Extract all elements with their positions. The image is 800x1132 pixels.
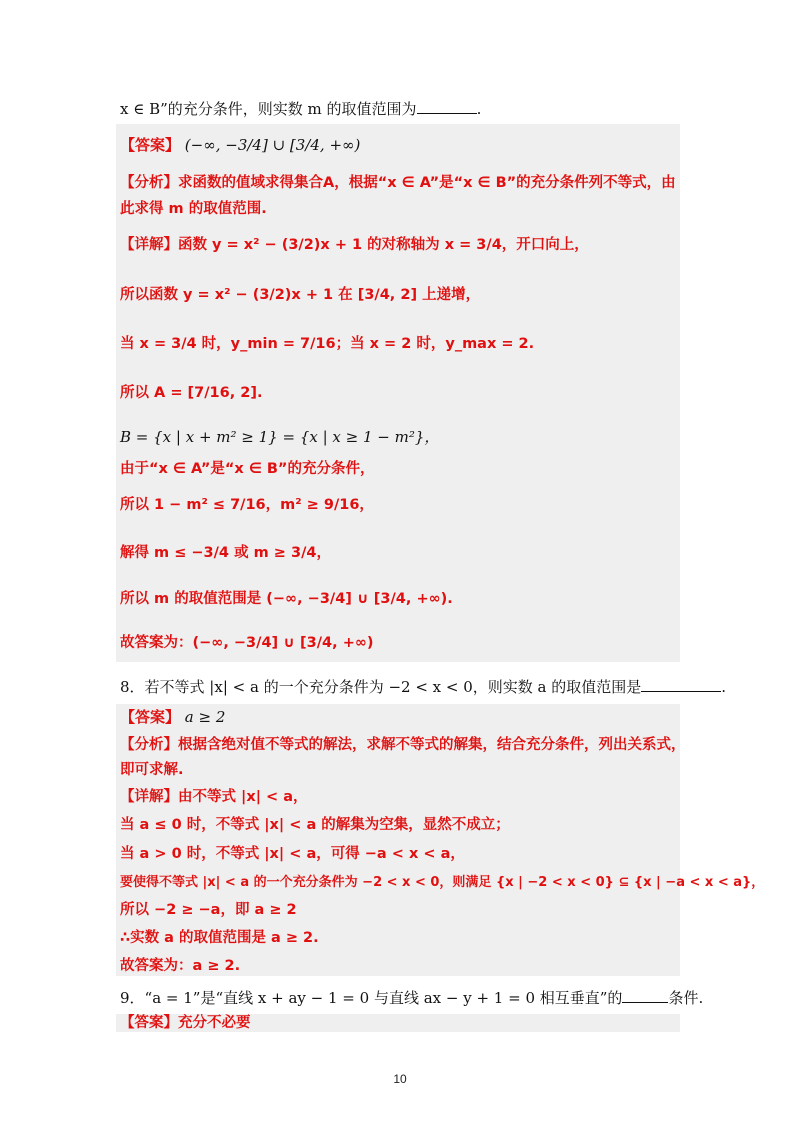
q7-detail-line-7 bbox=[120, 494, 374, 516]
answer-tag: 【答案】 bbox=[120, 708, 181, 726]
detail-text: ∴实数 a 的取值范围是 a ≥ 2. bbox=[120, 930, 319, 946]
q8-detail-line-3 bbox=[120, 843, 465, 865]
q7-answer-line bbox=[120, 134, 360, 156]
period: . bbox=[721, 678, 727, 696]
detail-text: 由不等式 |x| < a， bbox=[178, 789, 308, 805]
q7-detail-line-8 bbox=[120, 542, 331, 564]
detail-text: 由于“x ∈ A”是“x ∈ B”的充分条件， bbox=[120, 461, 375, 477]
question-9 bbox=[120, 987, 703, 1009]
question-8 bbox=[120, 676, 726, 698]
q7-detail-line-4 bbox=[120, 382, 263, 404]
detail-text: 当 x = 3/4 时，y_min = 7/16；当 x = 2 时，y_max = 2. bbox=[120, 336, 535, 352]
question-7-text: x ∈ B”的充分条件，则实数 m 的取值范围为 bbox=[120, 100, 417, 118]
answer-tag: 【答案】 bbox=[120, 1015, 178, 1031]
q7-detail-line-9 bbox=[120, 588, 453, 610]
q7-detail-line-5 bbox=[120, 426, 439, 448]
q7-detail-line-6 bbox=[120, 458, 374, 480]
detail-text: 解得 m ≤ −3/4 或 m ≥ 3/4， bbox=[120, 545, 331, 561]
final-answer-text: 故答案为：(−∞, −3/4] ∪ [3/4, +∞) bbox=[120, 635, 374, 651]
analysis-text: 求函数的值域求得集合A，根据“x ∈ A”是“x ∈ B”的充分条件列不等式，由 bbox=[178, 175, 676, 191]
answer-blank bbox=[641, 677, 721, 692]
q7-detail-line-2 bbox=[120, 284, 480, 306]
detail-text: 所以 A = [7/16, 2]. bbox=[120, 385, 263, 401]
question-9-text: 9．“a = 1”是“直线 x + ay − 1 = 0 与直线 ax − y + 1 = 0 相互垂直”的 bbox=[120, 989, 623, 1007]
q8-detail-line-5 bbox=[120, 899, 297, 921]
question-8-text: 8．若不等式 |x| < a 的一个充分条件为 −2 < x < 0，则实数 a 的取值范围是 bbox=[120, 678, 642, 696]
period: . bbox=[476, 100, 482, 118]
question-9-suffix: 条件. bbox=[668, 989, 704, 1007]
analysis-text: 根据含绝对值不等式的解法，求解不等式的解集，结合充分条件，列出关系式， bbox=[178, 737, 686, 753]
q9-answer-line bbox=[120, 1012, 251, 1034]
detail-text: B = {x | x + m² ≥ 1} = {x | x ≥ 1 − m²}， bbox=[120, 428, 440, 446]
q8-answer-line bbox=[120, 706, 225, 728]
answer-tag: 【答案】 bbox=[120, 136, 181, 154]
q7-detail-line-1 bbox=[120, 234, 589, 256]
final-answer-text: 故答案为：a ≥ 2. bbox=[120, 958, 241, 974]
q7-final-answer bbox=[120, 632, 374, 654]
detail-text: 所以 −2 ≥ −a，即 a ≥ 2 bbox=[120, 902, 297, 918]
analysis-text: 此求得 m 的取值范围. bbox=[120, 201, 267, 217]
analysis-tag: 【分析】 bbox=[120, 175, 178, 191]
detail-text: 所以 m 的取值范围是 (−∞, −3/4] ∪ [3/4, +∞). bbox=[120, 591, 453, 607]
detail-text: 当 a > 0 时，不等式 |x| < a，可得 −a < x < a， bbox=[120, 846, 465, 862]
analysis-text: 即可求解. bbox=[120, 762, 184, 778]
detail-text: 所以 1 − m² ≤ 7/16，m² ≥ 9/16， bbox=[120, 497, 374, 513]
q8-detail-line-6 bbox=[120, 927, 319, 949]
answer-value: a ≥ 2 bbox=[184, 708, 226, 726]
answer-value: (−∞, −3/4] ∪ [3/4, +∞) bbox=[184, 136, 361, 154]
q7-analysis-line-2 bbox=[120, 198, 267, 220]
detail-text: 要使得不等式 |x| < a 的一个充分条件为 −2 < x < 0，则满足 {x | −2 < x < 0} ⊆ {x | −a < x < a}， bbox=[120, 875, 765, 890]
detail-tag: 【详解】 bbox=[120, 789, 178, 805]
q8-detail-line-4 bbox=[120, 872, 764, 894]
analysis-tag: 【分析】 bbox=[120, 737, 178, 753]
q8-detail-line-1 bbox=[120, 786, 308, 808]
q8-final-answer bbox=[120, 955, 240, 977]
q8-detail-line-2 bbox=[120, 814, 510, 836]
answer-value: 充分不必要 bbox=[178, 1015, 251, 1031]
detail-tag: 【详解】 bbox=[120, 237, 178, 253]
detail-text: 所以函数 y = x² − (3/2)x + 1 在 [3/4, 2] 上递增， bbox=[120, 287, 481, 303]
page-number: 10 bbox=[393, 1072, 407, 1086]
q7-detail-line-3 bbox=[120, 333, 534, 355]
q8-analysis-line-1 bbox=[120, 734, 686, 756]
q8-analysis-line-2 bbox=[120, 759, 184, 781]
answer-blank bbox=[622, 988, 668, 1003]
question-7-tail bbox=[120, 98, 481, 120]
detail-text: 函数 y = x² − (3/2)x + 1 的对称轴为 x = 3/4，开口向上， bbox=[178, 237, 589, 253]
answer-blank bbox=[417, 99, 477, 114]
q7-analysis-line-1 bbox=[120, 172, 676, 194]
detail-text: 当 a ≤ 0 时，不等式 |x| < a 的解集为空集，显然不成立； bbox=[120, 817, 510, 833]
